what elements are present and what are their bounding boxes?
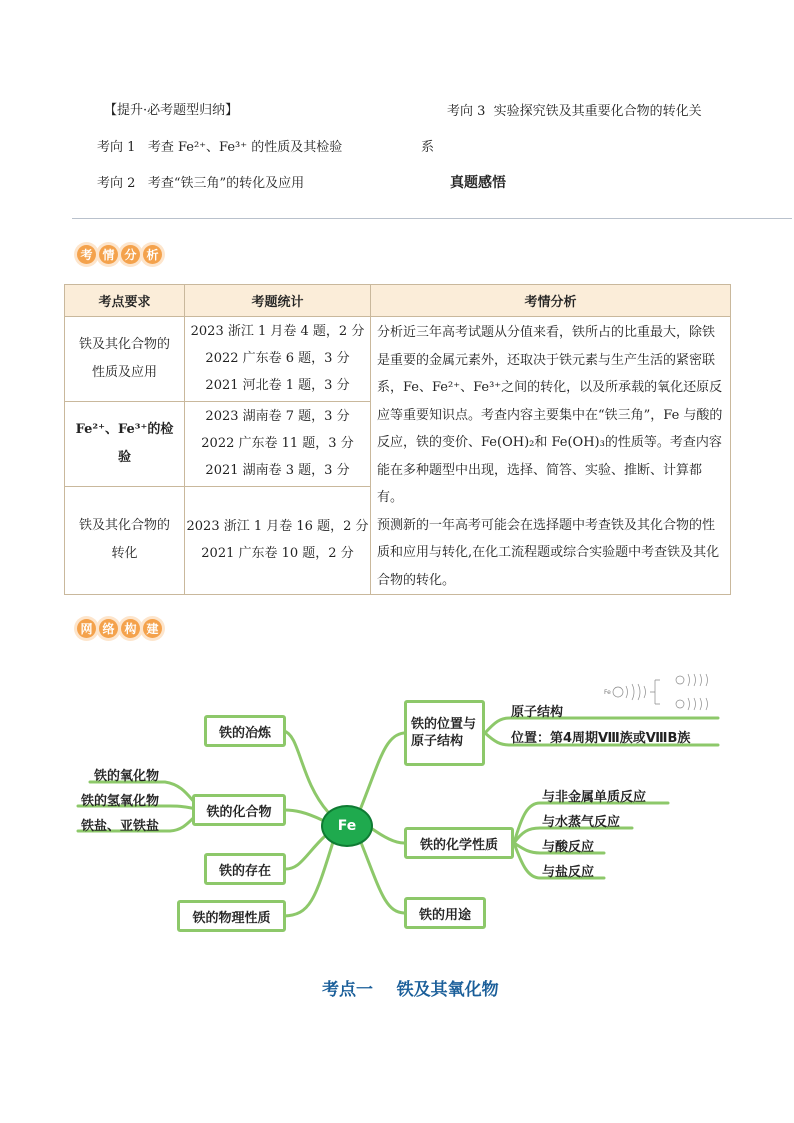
node-chemistry[interactable]: 铁的化学性质 bbox=[404, 827, 514, 859]
topic-1-text: 考查 Fe²⁺、Fe³⁺ 的性质及其检验 bbox=[147, 140, 343, 155]
node-smelting[interactable]: 铁的冶炼 bbox=[204, 715, 286, 747]
leaf-salt-reaction[interactable]: 与盐反应 bbox=[542, 865, 595, 880]
section-title: 考点一 铁及其氧化物 bbox=[322, 980, 499, 1000]
req-cell: Fe²⁺、Fe³⁺的检验 bbox=[65, 401, 185, 486]
leaf-oxide[interactable]: 铁的氧化物 bbox=[94, 769, 160, 784]
stat-line: 2023 浙江 1 月卷 16 题，2 分 bbox=[186, 519, 369, 535]
badge-char: 络 bbox=[99, 619, 118, 638]
badge-char: 网 bbox=[77, 619, 96, 638]
leaf-steam[interactable]: 与水蒸气反应 bbox=[542, 815, 621, 830]
node-uses[interactable]: 铁的用途 bbox=[404, 897, 486, 929]
badge-char: 情 bbox=[99, 245, 118, 264]
leaf-nonmetal[interactable]: 与非金属单质反应 bbox=[542, 790, 647, 805]
stat-line: 2023 湖南卷 7 题，3 分 bbox=[205, 409, 350, 425]
node-position[interactable]: 铁的位置与原子结构 bbox=[404, 700, 485, 766]
badge-char: 分 bbox=[121, 245, 140, 264]
prediction-text: 预测新的一年高考可能会在选择题中考查铁及其化合物的性质和应用与转化,在化工流程题或综合实验题中考查铁及其化合物的转化。 bbox=[377, 517, 720, 588]
leaf-acid[interactable]: 与酸反应 bbox=[542, 840, 595, 855]
topic-3-cont: 系 bbox=[421, 140, 435, 155]
table-header: 考情分析 bbox=[371, 285, 731, 317]
left-header: 【提升·必考题型归纳】 bbox=[104, 103, 239, 118]
badge-char: 建 bbox=[143, 619, 162, 638]
stat-line: 2023 浙江 1 月卷 4 题，2 分 bbox=[190, 324, 365, 340]
req-cell: 铁及其化合物的性质及应用 bbox=[65, 317, 185, 402]
real-exam-link[interactable]: 真题感悟 bbox=[450, 175, 506, 191]
topic-2-text: 考查“铁三角”的转化及应用 bbox=[147, 176, 305, 191]
center-node[interactable]: Fe bbox=[321, 805, 373, 847]
leaf-salt[interactable]: 铁盐、亚铁盐 bbox=[81, 819, 160, 834]
topic-3-text: 实验探究铁及其重要化合物的转化关 bbox=[493, 104, 702, 119]
stat-line: 2021 湖南卷 3 题，3 分 bbox=[205, 463, 350, 479]
node-occurrence[interactable]: 铁的存在 bbox=[204, 853, 286, 885]
leaf-position[interactable]: 位置：第4周期Ⅷ族或ⅧB族 bbox=[511, 731, 691, 746]
node-physical[interactable]: 铁的物理性质 bbox=[177, 900, 286, 932]
link-line bbox=[368, 826, 404, 843]
atom-structure-icon bbox=[604, 674, 708, 710]
req-cell: 铁及其化合物的转化 bbox=[65, 486, 185, 594]
link-line bbox=[284, 731, 328, 812]
stat-line: 2021 河北卷 1 题，3 分 bbox=[205, 378, 350, 394]
svg-text:Fe: Fe bbox=[604, 689, 611, 696]
leaf-atomic-structure[interactable]: 原子结构 bbox=[511, 705, 564, 720]
badge-char: 构 bbox=[121, 619, 140, 638]
topic-2-label: 考向 2 bbox=[97, 176, 136, 191]
stat-line: 2021 广东卷 10 题，2 分 bbox=[201, 546, 354, 562]
stat-line: 2022 广东卷 11 题，3 分 bbox=[201, 436, 354, 452]
badge-char: 考 bbox=[77, 245, 96, 264]
badge-char: 析 bbox=[143, 245, 162, 264]
link-line bbox=[360, 840, 404, 913]
table-header: 考题统计 bbox=[185, 285, 371, 317]
node-compounds[interactable]: 铁的化合物 bbox=[192, 794, 286, 826]
analysis-text: 分析近三年高考试题从分值来看，铁所占的比重最大，除铁是重要的金属元素外，还取决于铁元素与生产生活的紧密联系，Fe、Fe²⁺、Fe³⁺之间的转化，以及所承载的氧化还原反应等重要知识点。考查内容主要集中在“铁三角”，Fe 与酸的反应，铁的变价、Fe(OH)₂和 Fe(OH)₃的性质等。考查内容能在多种题型中出现，选择、简答、实验、推断、计算都有。 bbox=[377, 325, 723, 505]
table-header: 考点要求 bbox=[65, 285, 185, 317]
link-line bbox=[284, 836, 325, 869]
stat-line: 2022 广东卷 6 题，3 分 bbox=[205, 351, 350, 367]
link-line bbox=[360, 733, 404, 810]
leaf-hydroxide[interactable]: 铁的氢氧化物 bbox=[81, 794, 160, 809]
link-line bbox=[284, 810, 322, 820]
topic-3-label: 考向 3 bbox=[447, 104, 486, 119]
topic-1-label: 考向 1 bbox=[97, 140, 136, 155]
